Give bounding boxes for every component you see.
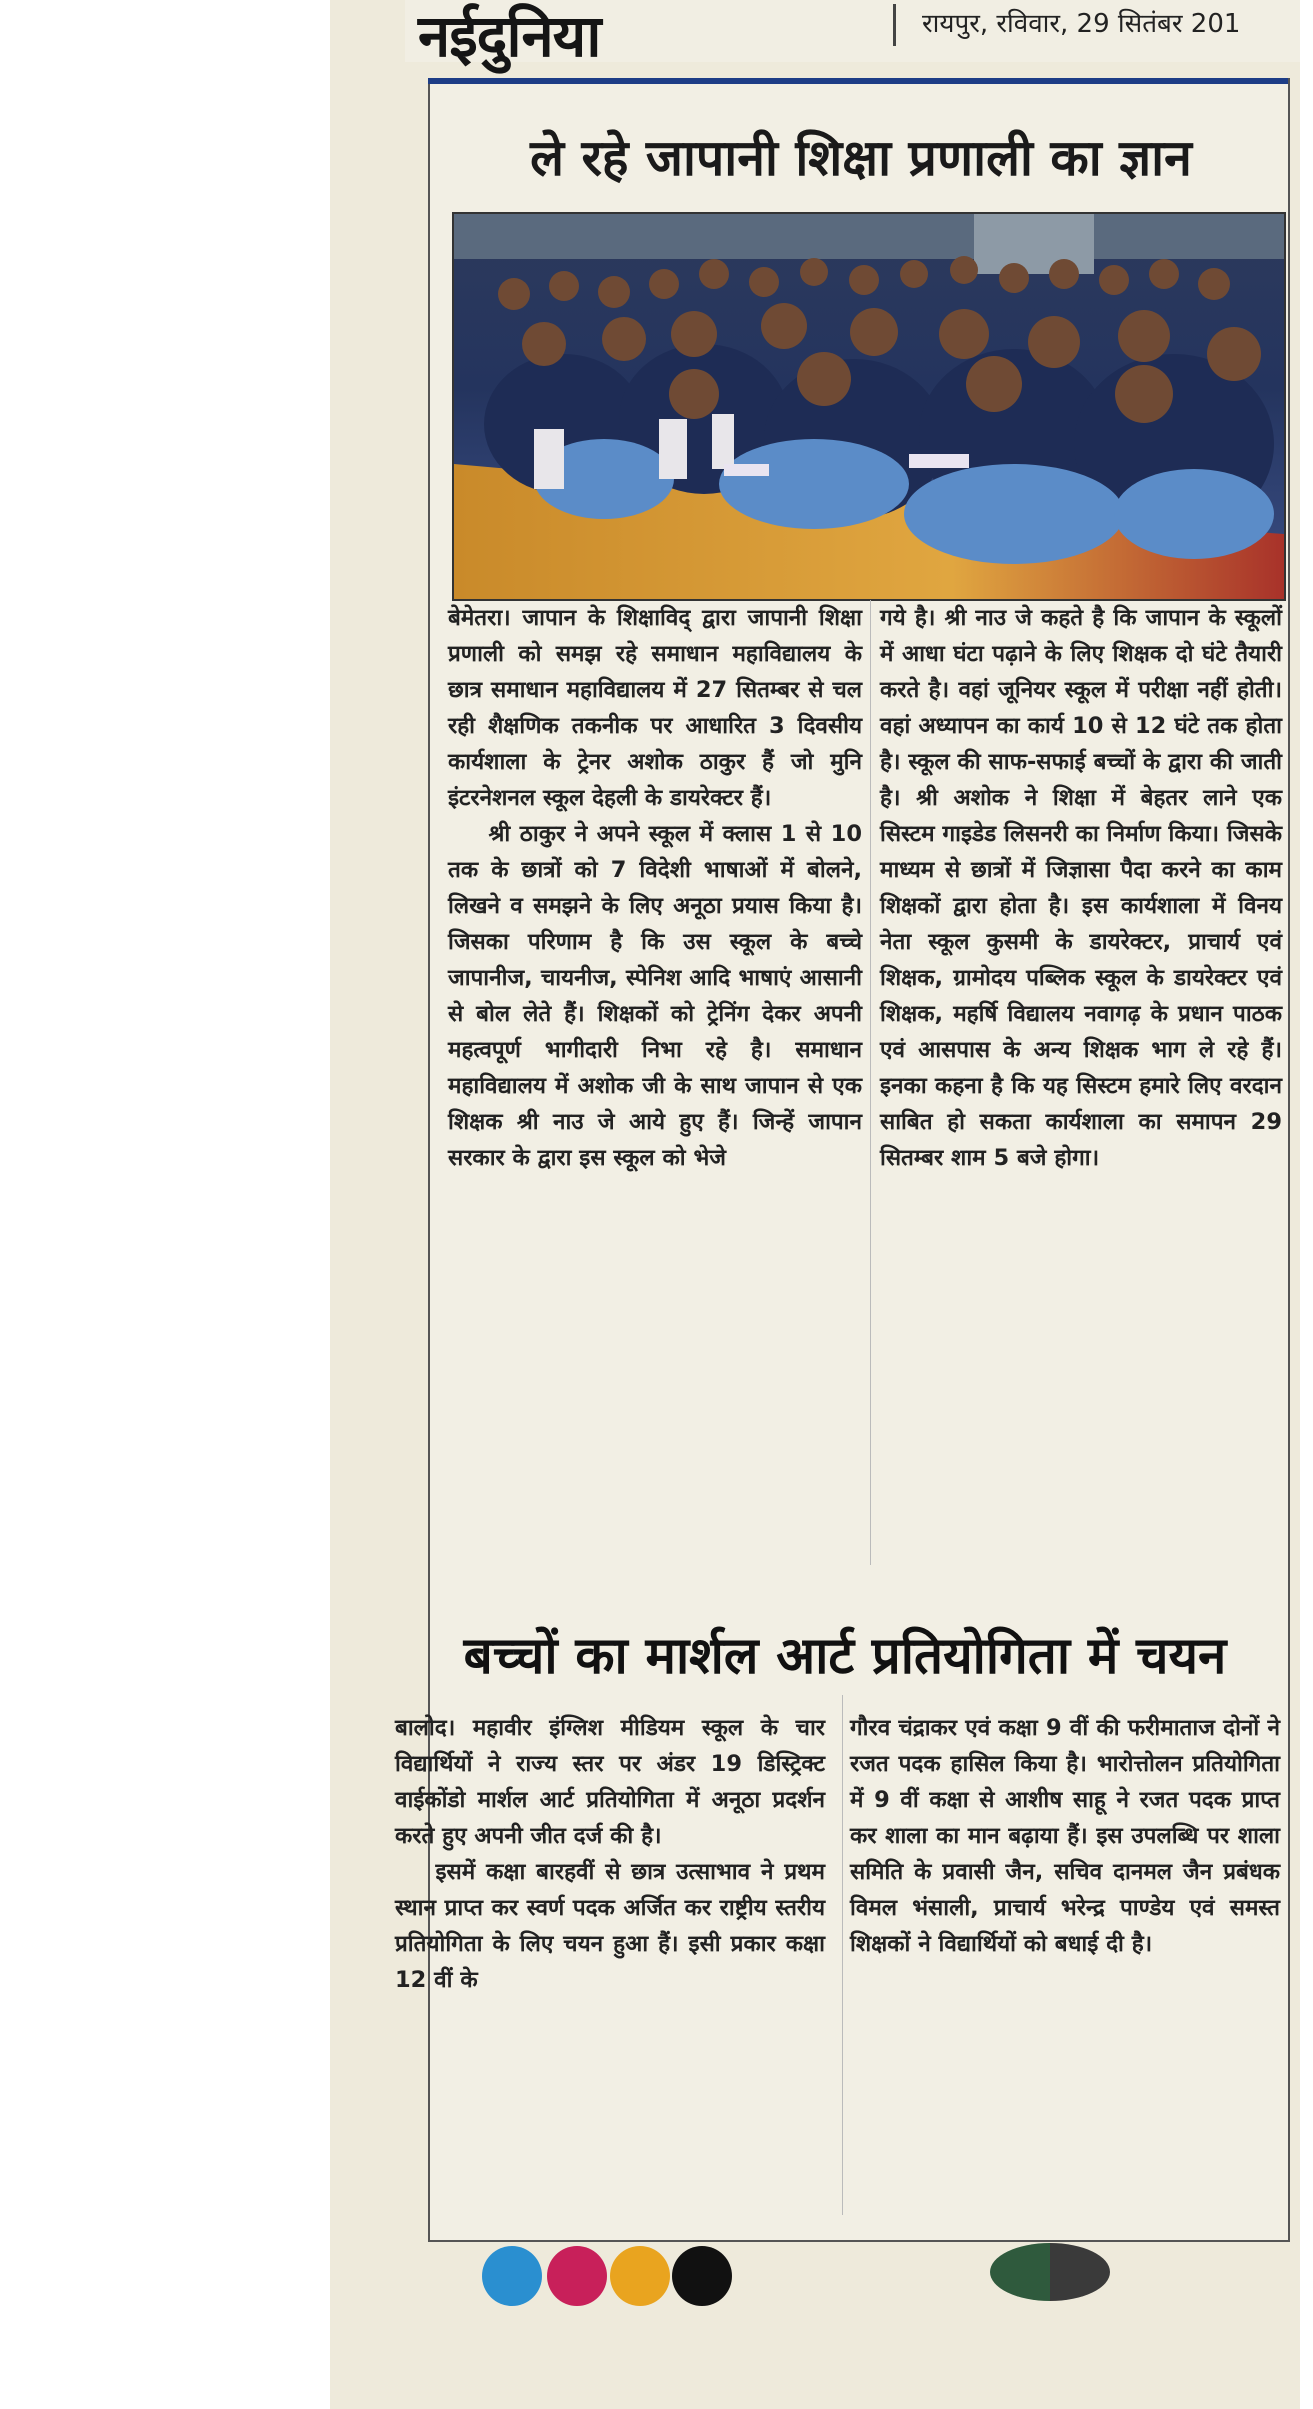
article2-left-column [395,1710,825,1998]
column-divider [870,600,871,1565]
classroom-photo [452,212,1286,601]
article2-paragraph: गौरव चंद्राकर एवं कक्षा 9 वीं की फरीमाताज दोनों ने रजत पदक हासिल किया है। भारोत्तोलन प्रतियोगिता में 9 वीं कक्षा से आशीष साहू ने रजत पदक प्राप्त कर शाला का मान बढ़ाया हैं। इस उपलब्धि पर शाला समिति के प्रवासी जैन, सचिव दानमल जैन प्रबंधक विमल भंसाली, प्राचार्य भरेन्द्र पाण्डेय एवं समस्त शिक्षकों ने विद्यार्थियों को बधाई दी है। [850,1715,1280,1957]
article2-headline: बच्चों का मार्शल आर्ट प्रतियोगिता में चयन [463,1627,1227,1686]
article1-left-column [448,600,862,1176]
article2-paragraph: इसमें कक्षा बारहवीं से छात्र उत्साभाव ने प्रथम स्थान प्राप्त कर स्वर्ण पदक अर्जित कर राष्ट्रीय स्तरीय प्रतियोगिता के लिए चयन हुआ हैं। इसी प्रकार कक्षा 12 वीं के [395,1859,825,1993]
classroom-photo-icon [454,214,1284,599]
color-density-mark [990,2243,1110,2301]
article1-right-column [880,600,1282,1176]
magenta-registration-mark [547,2246,607,2306]
article1-paragraph: गये है। श्री नाउ जे कहते है कि जापान के स्कूलों में आधा घंटा पढ़ाने के लिए शिक्षक दो घंटे तैयारी करते है। वहां जूनियर स्कूल में परीक्षा नहीं होती। वहां अध्यापन का कार्य 10 से 12 घंटे तक होता है। स्कूल की साफ-सफाई बच्चों के द्वारा की जाती है। श्री अशोक ने शिक्षा में बेहतर लाने एक सिस्टम गाइडेड लिसनरी का निर्माण किया। जिसके माध्यम से छात्रों में जिज्ञासा पैदा करने का काम शिक्षकों द्वारा होता है। इस कार्यशाला में विनय नेता स्कूल कुसमी के डायरेक्टर, प्राचार्य एवं शिक्षक, ग्रामोदय पब्लिक स्कूल के डायरेक्टर एवं शिक्षक, महर्षि विद्यालय नवागढ़ के प्रधान पाठक एवं आसपास के अन्य शिक्षक भाग ले रहे हैं। इनका कहना है कि यह सिस्टम हमारे लिए वरदान साबित हो सकता कार्यशाला का समापन 29 सितम्बर शाम 5 बजे होगा। [880,605,1282,1171]
black-registration-mark [672,2246,732,2306]
masthead-divider [893,4,896,46]
masthead-date: रायपुर, रविवार, 29 सितंबर 201 [922,9,1241,39]
column-divider [842,1695,843,2215]
article2-right-column [850,1710,1280,1962]
article1-headline: ले रहे जापानी शिक्षा प्रणाली का ज्ञान [530,129,1192,187]
article1-paragraph: बेमेतरा। जापान के शिक्षाविद् द्वारा जापानी शिक्षा प्रणाली को समझ रहे समाधान महाविद्यालय के छात्र समाधान महाविद्यालय में 27 सितम्बर से चल रही शैक्षणिक तकनीक पर आधारित 3 दिवसीय कार्यशाला के ट्रेनर अशोक ठाकुर हैं जो मुनि इंटरनेशनल स्कूल देहली के डायरेक्टर हैं। [448,605,862,811]
newspaper-title: नईदुनिया [418,2,601,70]
article2-paragraph: बालोद। महावीर इंग्लिश मीडियम स्कूल के चार विद्यार्थियों ने राज्य स्तर पर अंडर 19 डिस्ट्रिक्ट वाईकोंडो मार्शल आर्ट प्रतियोगिता में अनूठा प्रदर्शन करते हुए अपनी जीत दर्ज की है। [395,1715,825,1849]
frame-top-rule [428,78,1288,84]
yellow-registration-mark [610,2246,670,2306]
cyan-registration-mark [482,2246,542,2306]
article1-paragraph: श्री ठाकुर ने अपने स्कूल में क्लास 1 से 10 तक के छात्रों को 7 विदेशी भाषाओं में बोलने, लिखने व समझने के लिए अनूठा प्रयास किया है। जिसका परिणाम है कि उस स्कूल के बच्चे जापानीज, चायनीज, स्पेनिश आदि भाषाएं आसानी से बोल लेते हैं। शिक्षकों को ट्रेनिंग देकर अपनी महत्वपूर्ण भागीदारी निभा रहे है। समाधान महाविद्यालय में अशोक जी के साथ जापान से एक शिक्षक श्री नाउ जे आये हुए हैं। जिन्हें जापान सरकार के द्वारा इस स्कूल को भेजे [448,821,862,1171]
